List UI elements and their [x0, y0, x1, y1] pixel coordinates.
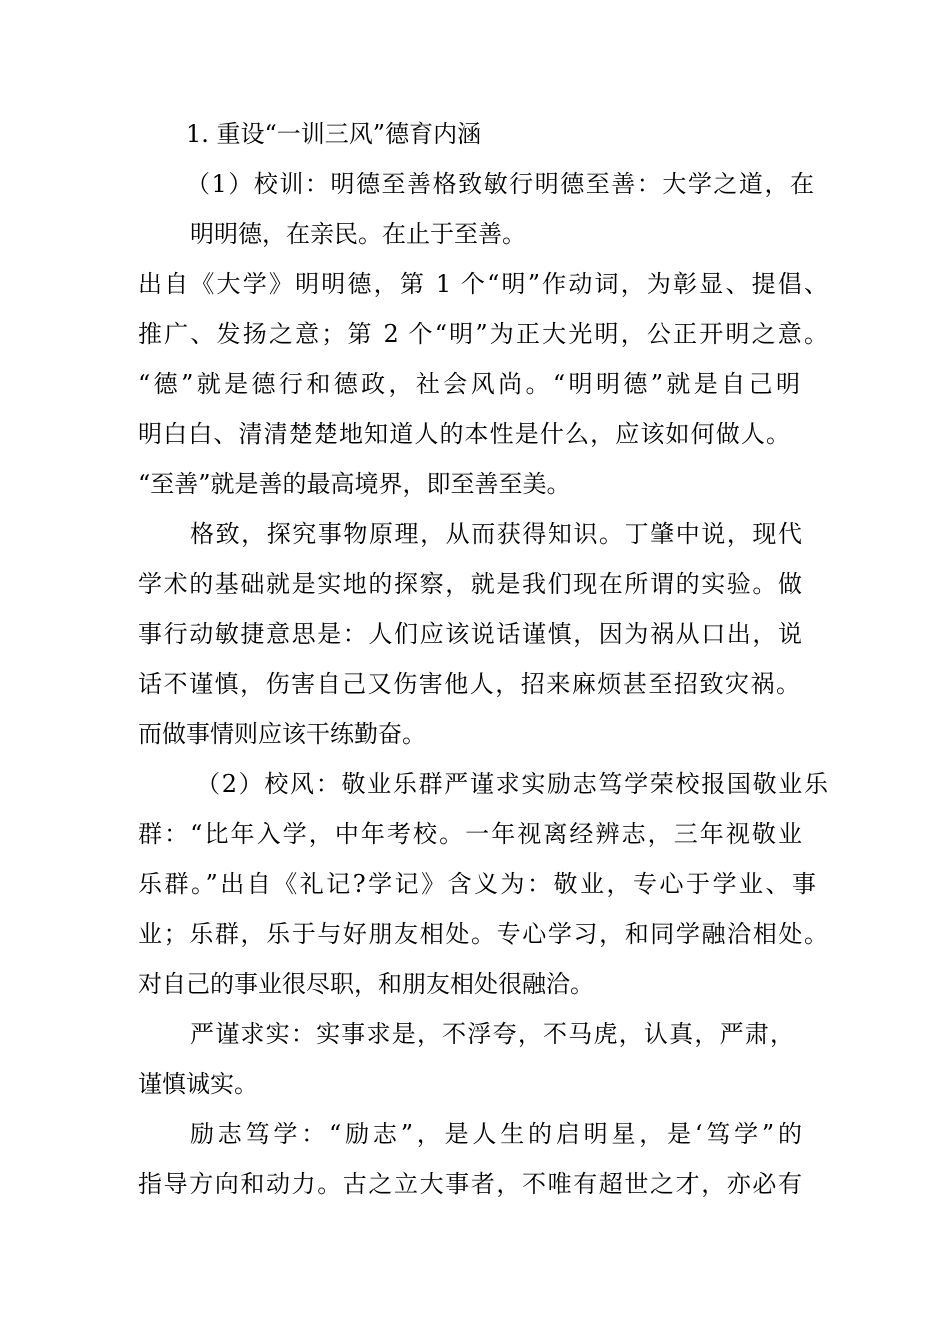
paragraph-line: 乐群。”出自《礼记?学记》含义为：敬业，专心于学业、事: [138, 870, 816, 898]
paragraph-line: 事行动敏捷意思是：人们应该说话谨慎，因为祸从口出，说: [138, 620, 802, 648]
paragraph-line: 学术的基础就是实地的探察，就是我们现在所谓的实验。做: [138, 570, 802, 598]
paragraph-line: 推广、发扬之意；第 2 个“明”为正大光明，公正开明之意。: [138, 320, 828, 348]
paragraph-line: 明白白、清清楚楚地知道人的本性是什么，应该如何做人。: [138, 420, 790, 448]
paragraph-line: 严谨求实：实事求是，不浮夸，不马虎，认真，严肃，: [190, 1020, 794, 1048]
paragraph-line: 而做事情则应该干练勤奋。: [138, 720, 426, 748]
paragraph-line: “德”就是德行和德政，社会风尚。“明明德”就是自己明: [138, 370, 800, 398]
paragraph-line: 格致，探究事物原理，从而获得知识。丁肇中说，现代: [190, 520, 802, 548]
paragraph-line: 群：“比年入学，中年考校。一年视离经辨志，三年视敬业: [138, 820, 802, 848]
paragraph-line: 话不谨慎，伤害自己又伤害他人，招来麻烦甚至招致灾祸。: [138, 670, 800, 698]
paragraph-line: 业；乐群，乐于与好朋友相处。专心学习，和同学融洽相处。: [138, 920, 828, 948]
paragraph-line: （1）校训：明德至善格致敏行明德至善：大学之道，在: [186, 170, 814, 198]
paragraph-line: “至善”就是善的最高境界，即至善至美。: [138, 470, 571, 498]
paragraph-line: 指导方向和动力。古之立大事者，不唯有超世之才，亦必有: [138, 1170, 802, 1198]
paragraph-line: 对自己的事业很尽职，和朋友相处很融洽。: [138, 970, 594, 998]
section-heading: 1. 重设“一训三风”德育内涵: [186, 120, 482, 148]
paragraph-line: （2）校风：敬业乐群严谨求实励志笃学荣校报国敬业乐: [196, 770, 828, 798]
paragraph-line: 励志笃学：“励志”，是人生的启明星，是‘笃学”的: [190, 1120, 802, 1148]
paragraph-line: 出自《大学》明明德，第 1 个“明”作动词，为彰显、提倡、: [138, 270, 828, 298]
paragraph-line: 明明德，在亲民。在止于至善。: [190, 220, 526, 248]
paragraph-line: 谨慎诚实。: [138, 1070, 258, 1098]
